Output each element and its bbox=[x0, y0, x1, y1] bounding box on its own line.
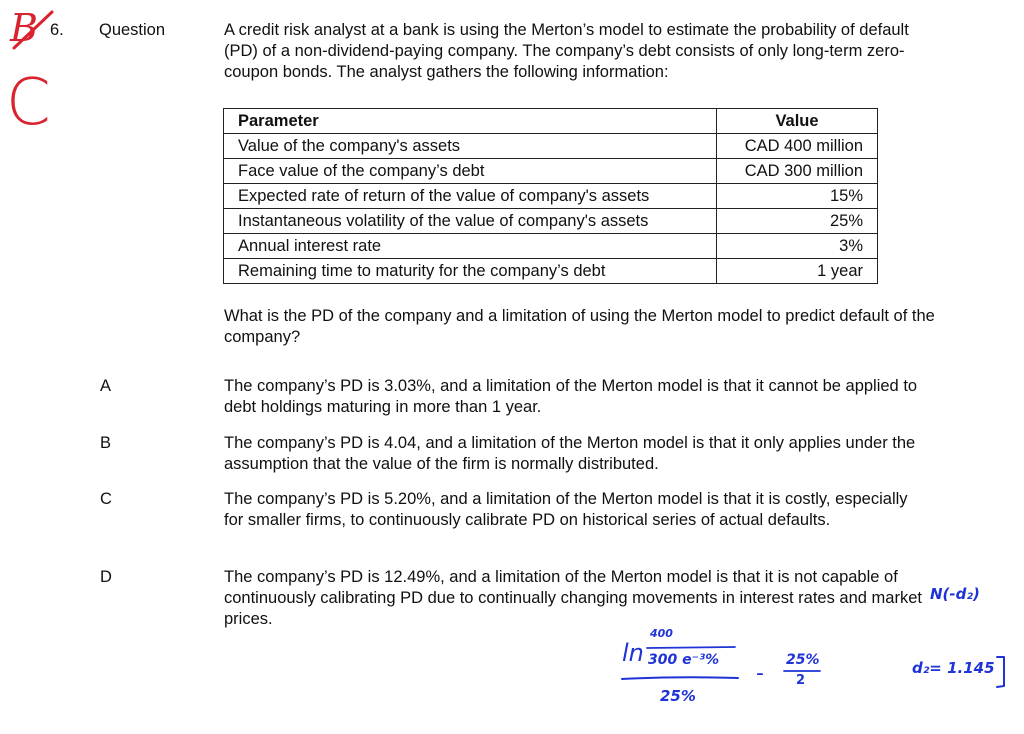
parameter-value: 15% bbox=[717, 184, 878, 209]
table-row bbox=[224, 209, 878, 234]
parameter-name: Expected rate of return of the value of company's assets bbox=[224, 184, 717, 209]
parameter-value: CAD 300 million bbox=[717, 159, 878, 184]
option-b-letter: B bbox=[100, 434, 112, 452]
blue-n-of-d2: N(-d₂) bbox=[930, 585, 980, 603]
option-c-letter: C bbox=[100, 490, 112, 508]
option-c-text: The company’s PD is 5.20%, and a limitation of the Merton model is that it is costly, especially for smaller firms, to continuously calibrate PD on historical series of actual defaults. bbox=[224, 490, 908, 529]
parameter-name: Face value of the company’s debt bbox=[224, 159, 717, 184]
option-d-text: The company’s PD is 12.49%, and a limitation of the Merton model is that it is not capable of continuously calibrating PD due to continually changing movements in interest rates and market prices. bbox=[224, 568, 922, 628]
parameter-name: Annual interest rate bbox=[224, 234, 717, 259]
blue-inner-fraction-line bbox=[645, 645, 737, 651]
question-label: Question bbox=[99, 21, 166, 39]
table-row bbox=[224, 159, 878, 184]
red-answer-mark: C bbox=[6, 66, 51, 140]
parameter-value: 3% bbox=[717, 234, 878, 259]
blue-ln: ln bbox=[622, 639, 644, 667]
option-b-text: The company’s PD is 4.04, and a limitation of the Merton model is that it only applies under the assumption that the value of the firm is normally distributed. bbox=[224, 434, 916, 473]
blue-minus: - bbox=[756, 661, 764, 686]
option-a-text: The company’s PD is 3.03%, and a limitation of the Merton model is that it cannot be applied to debt holdings maturing in more than 1 year. bbox=[224, 377, 918, 416]
blue-numerator: 400 bbox=[650, 627, 673, 640]
question-prompt: What is the PD of the company and a limitation of using the Merton model to predict default of the company? bbox=[224, 307, 935, 346]
parameter-name: Instantaneous volatility of the value of company's assets bbox=[224, 209, 717, 234]
blue-half-numerator: 25% bbox=[786, 652, 820, 668]
table-row bbox=[224, 134, 878, 159]
parameter-table bbox=[223, 108, 878, 284]
parameter-value: 25% bbox=[717, 209, 878, 234]
header-value: Value bbox=[717, 109, 878, 134]
red-crossed-mark: B bbox=[10, 6, 38, 50]
table-header-row bbox=[224, 109, 878, 134]
blue-half-denominator: 2 bbox=[796, 673, 806, 688]
blue-d2-value: d₂= 1.145 bbox=[912, 659, 995, 677]
option-d-letter: D bbox=[100, 568, 112, 586]
parameter-value: CAD 400 million bbox=[717, 134, 878, 159]
header-parameter: Parameter bbox=[224, 109, 717, 134]
table-row bbox=[224, 234, 878, 259]
blue-bracket-icon bbox=[994, 654, 1008, 690]
table-row bbox=[224, 259, 878, 284]
question-number: 6. bbox=[50, 21, 64, 39]
red-cross-icon bbox=[8, 6, 60, 56]
blue-sigma: 25% bbox=[660, 687, 696, 705]
parameter-value: 1 year bbox=[717, 259, 878, 284]
option-a-letter: A bbox=[100, 377, 112, 395]
parameter-name: Value of the company's assets bbox=[224, 134, 717, 159]
blue-denominator: 300 e⁻³% bbox=[648, 652, 720, 668]
blue-main-fraction-line bbox=[620, 674, 740, 682]
question-stem: A credit risk analyst at a bank is using the Merton’s model to estimate the probability of default (PD) of a non-dividend-paying company. The company’s debt consists of only long-term zero-coupon bonds. The analyst gathers the following information: bbox=[224, 21, 909, 81]
table-row bbox=[224, 184, 878, 209]
parameter-name: Remaining time to maturity for the company’s debt bbox=[224, 259, 717, 284]
